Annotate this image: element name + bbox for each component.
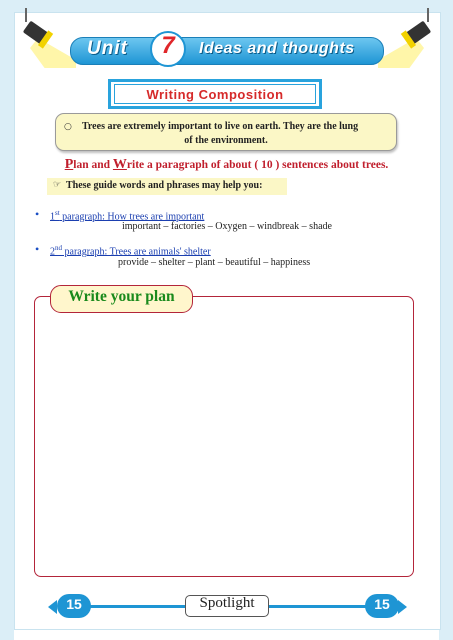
instruction-rite: rite — [126, 159, 145, 171]
unit-title: Ideas and thoughts — [199, 40, 355, 57]
paragraph-2-heading: 2nd paragraph: Trees are animals' shelter — [50, 244, 211, 258]
instruction-cap-p: P — [64, 157, 74, 172]
plan-label: Write your plan — [68, 288, 175, 305]
quote-line-2: of the environment. — [184, 135, 268, 146]
pointing-hand-icon: ☞ — [53, 180, 62, 190]
guide-text: These guide words and phrases may help you: — [66, 180, 263, 191]
page-number-left: 15 — [66, 596, 82, 612]
unit-label: Unit — [87, 38, 128, 59]
quote-line-1: Trees are extremely important to live on earth. They are the lung — [82, 121, 359, 132]
spotlight-logo: Spotlight — [199, 595, 255, 611]
instruction-cap-w: W — [112, 157, 127, 172]
left-border — [0, 0, 14, 640]
instruction — [0, 157, 453, 173]
page-number-right: 15 — [374, 596, 390, 612]
spotlight-left-icon — [16, 8, 76, 68]
section-title: Writing Composition — [146, 87, 284, 102]
instruction-lan: lan and — [73, 159, 113, 171]
spotlight-right-icon — [378, 8, 438, 68]
bullet-icon: • — [35, 207, 40, 221]
paragraph-1-words: important – factories – Oxygen – windbreak – shade — [122, 221, 332, 232]
right-border — [439, 0, 453, 640]
circle-bullet-icon: ○ — [64, 122, 72, 132]
paragraph-1-heading: 1st paragraph: How trees are important — [50, 209, 205, 223]
instruction-tail: a paragraph of about ( 10 ) sentences about trees. — [144, 159, 389, 171]
bullet-icon: • — [35, 242, 40, 256]
plan-writing-area[interactable] — [34, 296, 414, 577]
arrow-left-icon — [48, 600, 57, 614]
unit-number: 7 — [161, 32, 175, 59]
arrow-right-icon — [398, 600, 407, 614]
paragraph-2-words: provide – shelter – plant – beautiful – happiness — [118, 257, 311, 268]
